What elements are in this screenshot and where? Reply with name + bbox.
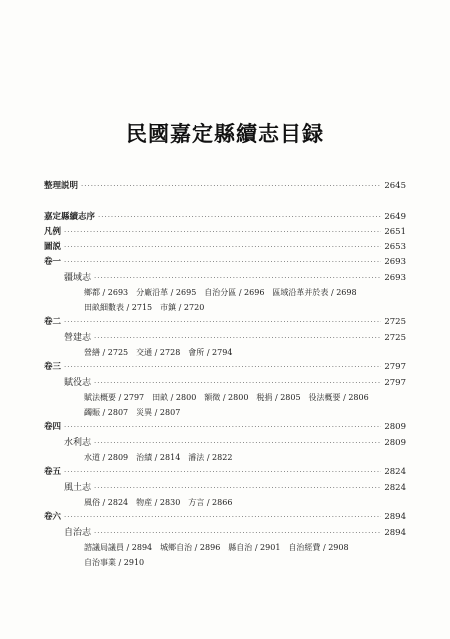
toc-page-number: 2725 [384,317,406,327]
leader-dots [98,213,381,221]
toc-page-number: 2797 [384,362,406,372]
volume-label: 卷四 [44,422,62,432]
toc-row-preface [44,210,406,225]
leader-dots [94,334,381,342]
toc-entries-line: 風俗 / 2824 物産 / 2830 方言 / 2866 [84,498,233,507]
toc-page-number: 2693 [384,273,406,283]
leader-dots [64,228,381,236]
toc-page-number: 2651 [384,227,406,237]
section-label: 疆域志 [64,273,92,283]
toc-row-volume [44,420,406,435]
section-label: 營建志 [64,333,92,343]
section-label: 風土志 [64,483,92,493]
leader-dots [64,513,381,521]
toc-entries-line: 田畝細數表 / 2715 市鎮 / 2720 [84,303,205,312]
toc-row-tushuo [44,240,406,255]
toc-row-section [44,270,406,285]
toc-row-section [44,375,406,390]
leader-dots [94,379,381,387]
toc-page-number: 2653 [384,242,406,252]
toc-row-fanli [44,225,406,240]
toc-row-front [44,179,406,194]
toc-page-number: 2809 [384,422,406,432]
toc-row-section [44,525,406,540]
page-title: 民國嘉定縣續志目録 [126,121,324,146]
toc-page-number: 2693 [384,257,406,267]
toc-entries-line: 鄉都 / 2693 分廠沿革 / 2695 自治分區 / 2696 區域沿革并於表 / 2698 [84,288,357,297]
toc-page-number: 2797 [384,378,406,388]
toc-page-number: 2725 [384,333,406,343]
toc-row-volume [44,465,406,480]
toc-row-volume [44,315,406,330]
leader-dots [64,423,381,431]
leader-dots [81,182,381,190]
section-label: 賦役志 [64,378,92,388]
table-of-contents [44,179,406,570]
leader-dots [64,363,381,371]
toc-entries-line: 水道 / 2809 治績 / 2814 濬法 / 2822 [84,453,233,462]
toc-row-volume [44,255,406,270]
toc-row-section [44,330,406,345]
toc-row-section [44,435,406,450]
toc-page-number: 2824 [384,467,406,477]
section-label: 自治志 [64,528,92,538]
toc-page-number: 2649 [384,212,406,222]
toc-label: 整理説明 [44,181,79,191]
leader-dots [64,243,381,251]
leader-dots [64,258,381,266]
toc-page-number: 2645 [384,181,406,191]
leader-dots [64,318,381,326]
toc-label: 嘉定縣續志序 [44,212,96,222]
toc-row-section [44,480,406,495]
toc-label: 凡例 [44,227,62,237]
toc-entries-line: 諮議局議員 / 2894 城鄉自治 / 2896 縣自治 / 2901 自治經費 / 2908 [84,543,349,552]
toc-page-number: 2809 [384,438,406,448]
toc-entries-line: 賦法概要 / 2797 田畝 / 2800 額徵 / 2800 税捐 / 2805 役法概要 / 2806 [84,393,369,402]
toc-page-number: 2824 [384,483,406,493]
toc-entries-line: 自治事業 / 2910 [84,558,145,567]
volume-label: 卷三 [44,362,62,372]
volume-label: 卷六 [44,512,62,522]
toc-entries-line: 營繕 / 2725 交通 / 2728 會所 / 2794 [84,348,233,357]
leader-dots [64,468,381,476]
volume-label: 卷一 [44,257,62,267]
volume-label: 卷五 [44,467,62,477]
leader-dots [94,484,381,492]
leader-dots [94,274,381,282]
toc-row-volume [44,510,406,525]
section-label: 水利志 [64,438,92,448]
volume-label: 卷二 [44,317,62,327]
toc-page-number: 2894 [384,512,406,522]
toc-row-volume [44,360,406,375]
toc-label: 圖説 [44,242,62,252]
leader-dots [94,529,381,537]
leader-dots [94,439,381,447]
toc-entries-line: 蠲賑 / 2807 災異 / 2807 [84,408,181,417]
toc-page-number: 2894 [384,528,406,538]
